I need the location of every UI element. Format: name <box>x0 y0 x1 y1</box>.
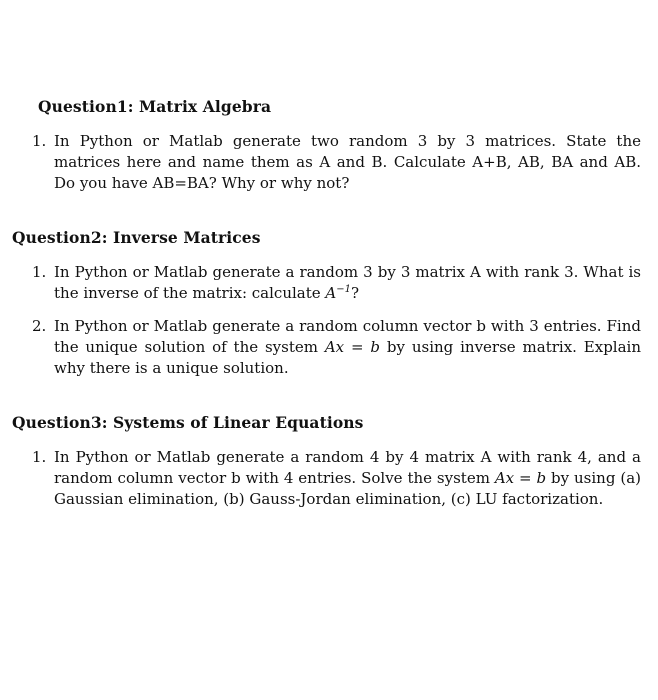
math-equation: Ax = b <box>494 469 547 487</box>
item-text: In Python or Matlab generate a random column vector b with 3 entries. Find the unique solution of the system Ax = b by using inverse matrix. Explain why there is a unique solution. <box>54 317 641 377</box>
question1-title: Question1: Matrix Algebra <box>38 97 272 116</box>
item-number: 1. <box>32 263 47 281</box>
item-number: 1. <box>32 448 47 466</box>
item-number: 1. <box>32 132 47 150</box>
question2-item1 <box>32 262 641 304</box>
question1-item1 <box>32 131 641 194</box>
question2-title: Question2: Inverse Matrices <box>12 228 261 247</box>
question3-item1 <box>32 447 641 510</box>
item-number: 2. <box>32 317 47 335</box>
item-text: In Python or Matlab generate a random 4 by 4 matrix A with rank 4, and a random column vector b with 4 entries. Solve the system Ax = b by using (a) Gaussian elimination, (b) Gauss-Jordan elimination, (c) LU factorization. <box>54 448 641 508</box>
item-text: In Python or Matlab generate a random 3 by 3 matrix A with rank 3. What is the inverse of the matrix: calculate $A^{-1}$? <box>54 263 641 302</box>
item-text: In Python or Matlab generate two random 3 by 3 matrices. State the matrices here and name them as A and B. Calculate A+B, AB, BA and AB. Do you have AB=BA? Why or why not? <box>54 132 641 192</box>
math-inverse: $A^{-1}$ <box>325 284 351 302</box>
math-equation: Ax = b <box>324 338 381 356</box>
question3-title: Question3: Systems of Linear Equations <box>12 413 364 432</box>
question2-item2 <box>32 316 641 379</box>
